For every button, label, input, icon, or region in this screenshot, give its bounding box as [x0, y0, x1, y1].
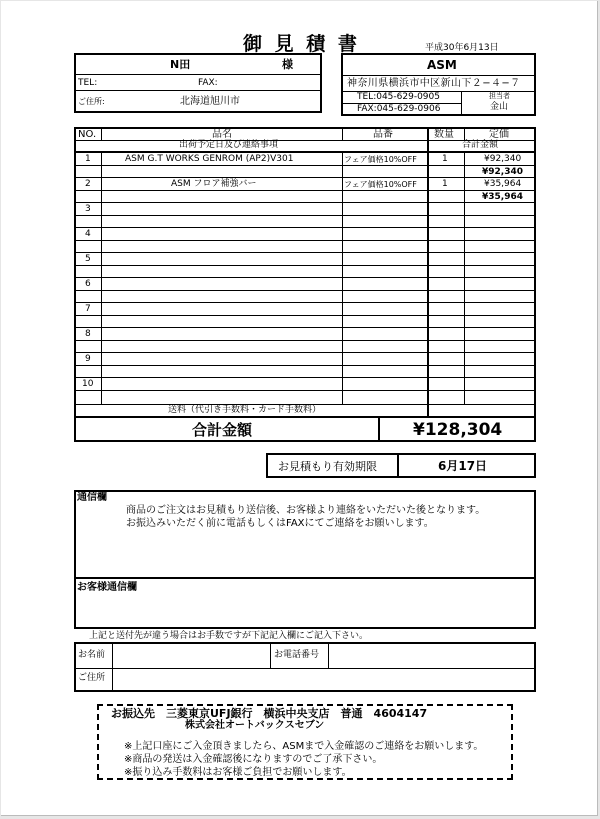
header-qty: 数量: [434, 129, 454, 140]
row-qty: 1: [442, 179, 448, 189]
company-box: [341, 53, 536, 116]
row-price: ¥35,964: [484, 179, 522, 189]
row-code: フェア価格10%OFF: [344, 155, 417, 164]
row-total: ¥35,964: [482, 192, 523, 202]
row-total: ¥92,340: [482, 167, 523, 177]
validity-label: お見積もり有効期限: [278, 460, 377, 473]
grand-total-row: [74, 416, 536, 442]
shipping-label: 送料（代引き手数料・カード手数料）: [168, 405, 322, 415]
row-no: 4: [85, 229, 91, 239]
shipping-name-field[interactable]: [113, 644, 270, 668]
notes-box: [74, 490, 536, 579]
shipping-phone-label: お電話番号: [274, 650, 320, 660]
bank-account: お振込先 三菱東京UFJ銀行 横浜中央支店 普通 4604147: [111, 707, 428, 720]
row-code: フェア価格10%OFF: [344, 180, 417, 189]
row-price: ¥92,340: [484, 154, 522, 164]
staff-label: 担当者: [489, 92, 510, 100]
row-no: 1: [85, 154, 91, 164]
customer-notes-label: お客様通信欄: [77, 582, 137, 593]
customer-tel-label: TEL:: [78, 78, 98, 88]
header-item: 品名: [212, 129, 232, 140]
company-tel: TEL:045-629-0905: [357, 92, 440, 102]
shipping-address-field[interactable]: [113, 669, 534, 690]
row-no: 7: [85, 304, 91, 314]
grand-total-label: 合計金額: [192, 421, 253, 439]
row-no: 5: [85, 254, 91, 264]
shipping-form: [74, 642, 536, 692]
document-title: 御 見 積 書: [243, 33, 360, 55]
bank-info-box: [97, 704, 513, 780]
customer-fax-label: FAX:: [198, 78, 218, 88]
notes-line2: お振込みいただく前に電話もしくはFAXにてご連絡をお願いします。: [126, 518, 434, 529]
row-item: ASM フロア補強バー: [171, 179, 257, 189]
notes-label: 通信欄: [77, 492, 107, 503]
estimate-page: [1, 1, 598, 816]
customer-address-label: ご住所:: [78, 97, 105, 106]
row-no: 2: [85, 179, 91, 189]
subheader-total: 合計金額: [462, 140, 499, 150]
company-name: ASM: [427, 58, 457, 72]
row-no: 10: [82, 379, 94, 389]
subheader-item: 出荷予定日及び連絡事項: [179, 140, 279, 150]
issue-date: 平成30年6月13日: [425, 43, 499, 53]
row-no: 9: [85, 354, 91, 364]
row-item: ASM G.T WORKS GENROM (AP2)V301: [125, 154, 294, 164]
items-table: [74, 127, 536, 418]
company-address: 神奈川県横浜市中区新山下２−４−７: [347, 78, 521, 89]
header-price: 定価: [489, 129, 509, 140]
row-no: 3: [85, 204, 91, 214]
bank-account-holder: 株式会社オートバックスセブン: [185, 720, 325, 731]
customer-name: N田: [170, 58, 191, 71]
shipping-name-label: お名前: [78, 650, 106, 660]
customer-notes-box: [74, 577, 536, 629]
company-fax: FAX:045-629-0906: [357, 104, 441, 114]
bank-note2: ※商品の発送は入金確認後になりますのでご了承下さい。: [124, 754, 383, 765]
notes-line1: 商品のご注文はお見積もり送信後、お客様より連絡をいただいた後となります。: [126, 505, 486, 516]
shipping-phone-field[interactable]: [329, 644, 534, 668]
shipping-address-label: ご住所: [78, 673, 106, 683]
grand-total-value: ¥128,304: [413, 420, 503, 440]
customer-honorific: 様: [282, 58, 293, 71]
customer-address: 北海道旭川市: [180, 96, 240, 107]
bank-note3: ※振り込み手数料はお客様ご負担でお願いします。: [124, 767, 352, 778]
staff-name: 金山: [490, 102, 509, 112]
shipping-instruction: 上記と送付先が違う場合はお手数ですが下記記入欄にご記入下さい。: [89, 631, 369, 641]
row-qty: 1: [442, 154, 448, 164]
header-no: NO.: [78, 129, 97, 140]
validity-box: [266, 453, 536, 478]
header-code: 品番: [373, 129, 393, 140]
customer-box: [74, 53, 322, 113]
row-no: 8: [85, 329, 91, 339]
bank-note1: ※上記口座にご入金頂きましたら、ASMまで入金確認のご連絡をお願いします。: [124, 741, 484, 752]
validity-date: 6月17日: [438, 459, 488, 473]
row-no: 6: [85, 279, 91, 289]
